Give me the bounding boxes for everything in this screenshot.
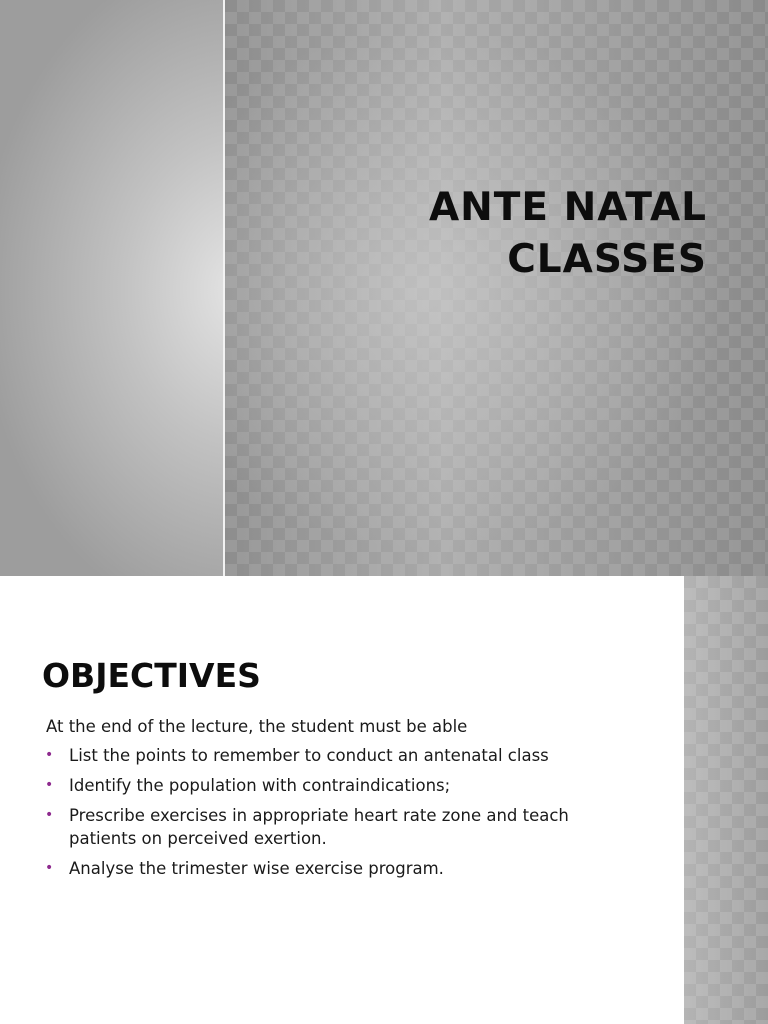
slide-title <box>429 182 707 286</box>
bullet-icon: • <box>45 860 54 876</box>
list-item-text: Prescribe exercises in appropriate heart rate zone and teach patients on perceived exertion. <box>69 806 569 848</box>
list-item <box>44 857 624 880</box>
title-line-2: CLASSES <box>507 237 707 282</box>
title-line-1: ANTE NATAL <box>428 185 707 230</box>
patterned-side-strip <box>684 576 768 1024</box>
objectives-heading: OBJECTIVES <box>42 656 261 695</box>
list-item-text: Identify the population with contraindications; <box>69 776 451 795</box>
bullet-icon: • <box>45 747 54 763</box>
bullet-icon: • <box>45 807 54 823</box>
list-item <box>44 774 624 797</box>
list-item <box>44 744 624 767</box>
list-item-text: Analyse the trimester wise exercise program. <box>69 859 444 878</box>
objectives-slide <box>0 576 768 1024</box>
patterned-title-panel <box>225 0 768 576</box>
objectives-list <box>44 744 624 887</box>
list-item-text: List the points to remember to conduct an antenatal class <box>69 746 549 765</box>
bullet-icon: • <box>45 777 54 793</box>
list-item <box>44 804 624 850</box>
objectives-intro: At the end of the lecture, the student must be able <box>46 717 468 736</box>
left-gradient-panel <box>0 0 223 576</box>
